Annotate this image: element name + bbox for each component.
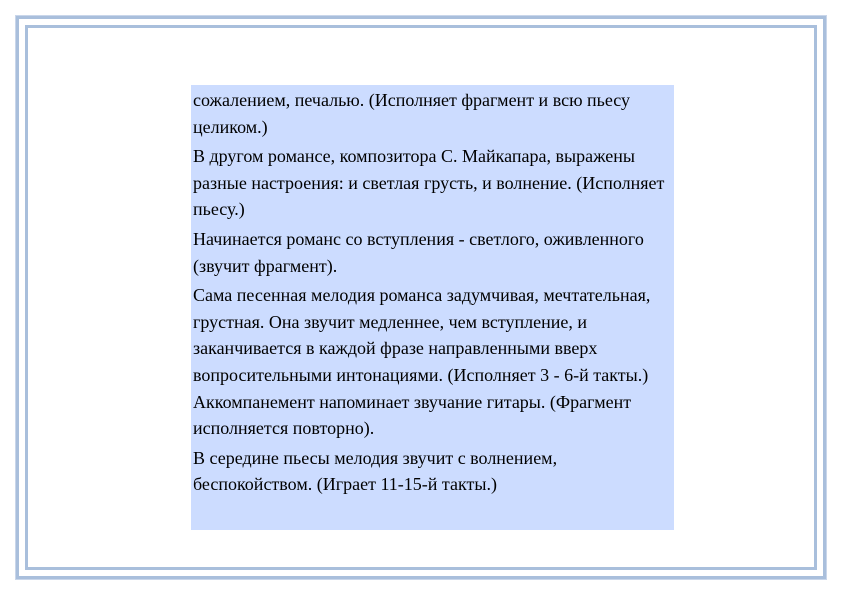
- paragraph-2: В другом романсе, композитора С. Майкапара, выражены разные настроения: и светлая грусть, и волнение. (Исполняет пьесу.): [193, 146, 665, 220]
- paragraph-3: Начинается романс со вступления - светлого, оживленного (звучит фрагмент).: [193, 228, 644, 276]
- paragraph-1: сожалением, печалью. (Исполняет фрагмент и всю пьесу целиком.): [193, 90, 631, 137]
- text-box: [191, 85, 674, 530]
- paragraph-6: В середине пьесы мелодия звучит с волнением, беспокойством. (Играет 11-15-й такты.): [193, 447, 558, 495]
- paragraph-4: Сама песенная мелодия романса задумчивая, мечтательная, грустная. Она звучит медленнее, чем вступление, и заканчивается в каждой фразе направленными вверх вопросительными интонациями. (Исполняет 3 - 6-й такты.): [193, 285, 651, 385]
- paragraph-5: Аккомпанемент напоминает звучание гитары. (Фрагмент исполняется повторно).: [193, 391, 632, 439]
